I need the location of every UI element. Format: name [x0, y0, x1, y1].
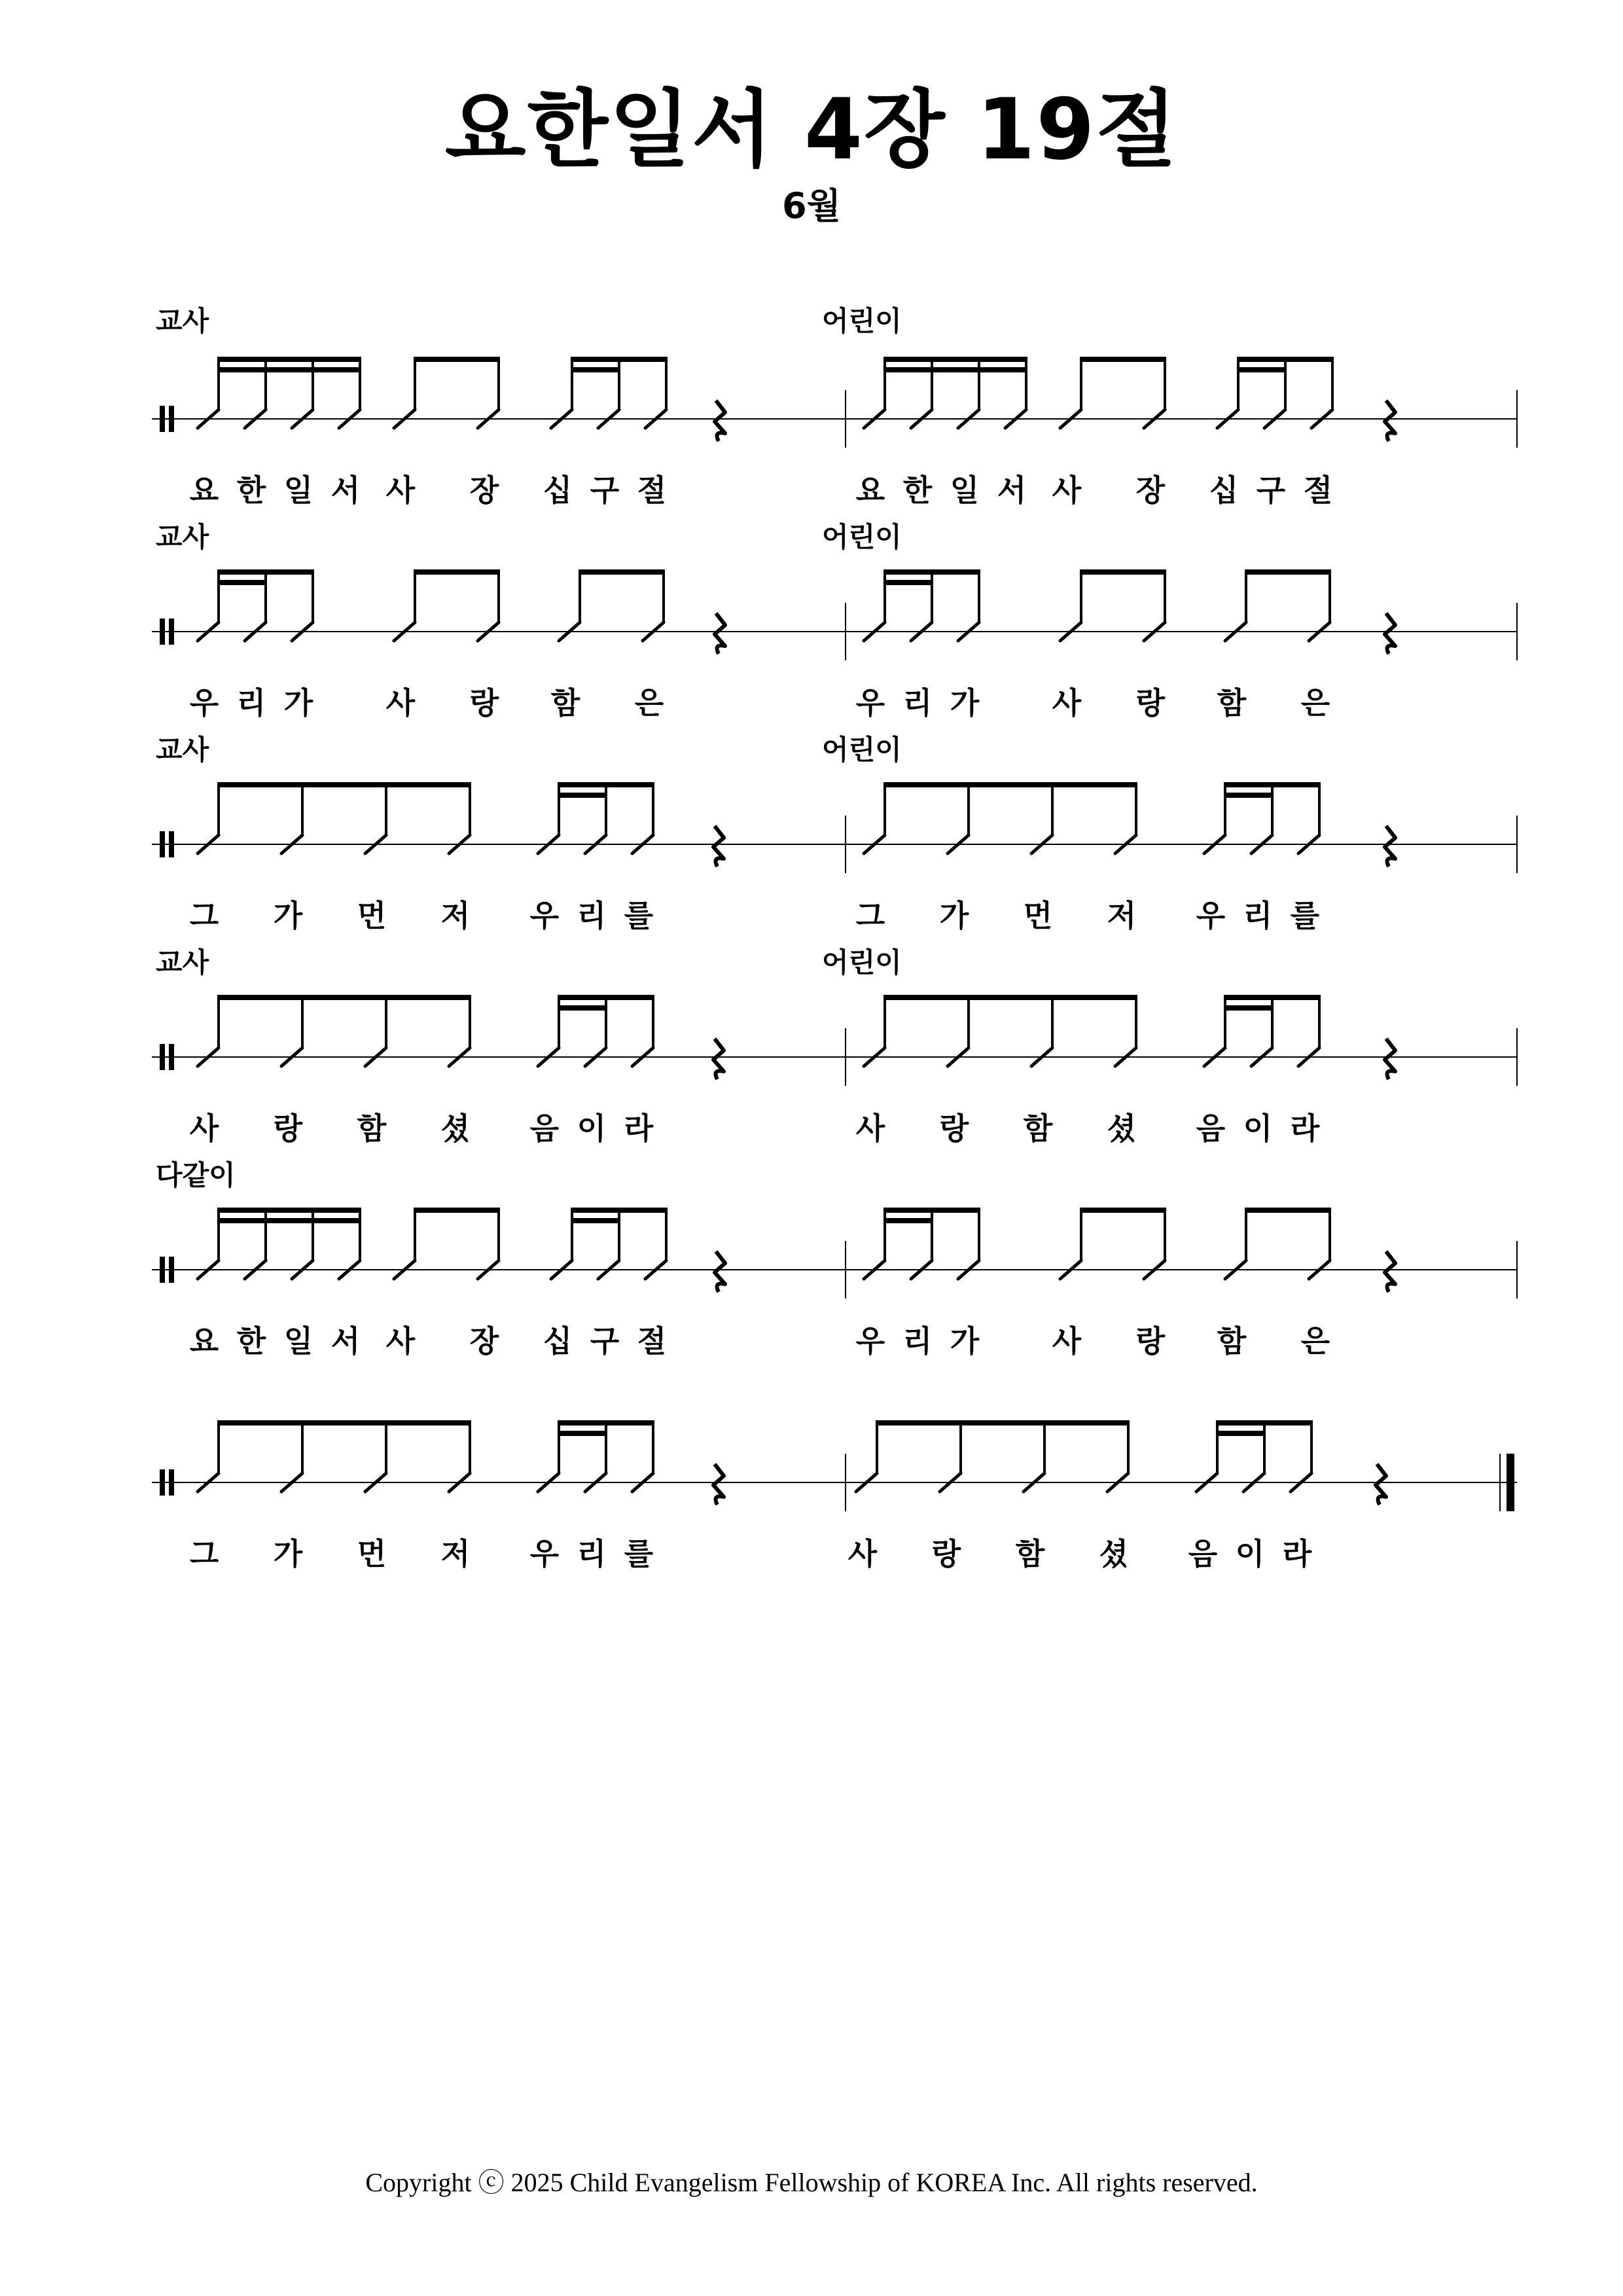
lyric-syllable: 랑: [1135, 685, 1166, 721]
measure-left-1: [156, 521, 725, 721]
lyric-syllable: 장: [469, 1323, 499, 1359]
quarter-rest: [1385, 826, 1395, 867]
quarter-rest: [715, 1251, 725, 1292]
lyric-syllable: 가: [283, 685, 313, 721]
lyric-syllable: 를: [624, 898, 654, 933]
part-label: 교사: [156, 946, 209, 978]
beam-secondary: [558, 1431, 607, 1436]
percussion-clef-bar: [169, 831, 174, 857]
lyric-syllable: 구: [590, 1323, 620, 1359]
beam-secondary: [558, 1005, 607, 1011]
beam-secondary: [1224, 1005, 1274, 1011]
measure-right-0: [822, 305, 1395, 508]
lyric-syllable: 리: [1243, 898, 1273, 933]
lyric-syllable: 함: [550, 685, 580, 721]
lyric-syllable: 함: [1023, 1111, 1053, 1146]
lyric-syllable: 랑: [273, 1111, 303, 1146]
lyric-syllable: 함: [1217, 1323, 1247, 1359]
lyric-syllable: 랑: [931, 1536, 961, 1571]
measure-right-4: [856, 1208, 1395, 1359]
lyric-syllable: 사: [1052, 473, 1082, 508]
part-label: 어린이: [822, 946, 902, 978]
lyric-syllable: 랑: [469, 685, 499, 721]
lyric-syllable: 은: [1300, 685, 1330, 721]
percussion-clef-bar: [160, 1257, 165, 1283]
part-label: 어린이: [822, 734, 902, 766]
quarter-rest: [713, 1464, 724, 1505]
measure-right-3: [822, 946, 1395, 1146]
beam-primary: [414, 1208, 500, 1213]
lyric-syllable: 절: [637, 473, 667, 508]
beam-primary: [571, 1208, 668, 1213]
beam-primary: [217, 569, 314, 575]
quarter-rest: [1385, 401, 1395, 441]
lyric-syllable: 리: [902, 1323, 933, 1359]
lyric-syllable: 라: [624, 1111, 654, 1146]
lyric-syllable: 음: [1196, 1111, 1226, 1146]
page-title: 요한일서 4장 19절: [444, 81, 1179, 179]
lyric-syllable: 십: [543, 473, 573, 508]
lyric-syllable: 를: [1290, 898, 1320, 933]
lyric-syllable: 사: [189, 1111, 219, 1146]
quarter-rest: [1385, 1039, 1395, 1079]
beam-primary: [571, 357, 668, 362]
lyric-syllable: 라: [1290, 1111, 1320, 1146]
measure-right-2: [822, 734, 1395, 933]
lyric-syllable: 가: [950, 685, 980, 721]
beam-primary: [1216, 1420, 1313, 1426]
lyric-syllable: 일: [283, 1323, 313, 1359]
lyric-syllable: 절: [1303, 473, 1333, 508]
lyric-syllable: 저: [1107, 898, 1137, 933]
lyric-syllable: 한: [236, 1323, 266, 1359]
beam-secondary: [217, 1218, 361, 1223]
final-barline-thick: [1507, 1454, 1514, 1511]
beam-secondary: [883, 1218, 933, 1223]
lyric-syllable: 우: [189, 685, 219, 721]
lyric-syllable: 먼: [357, 898, 387, 933]
measure-right-1: [822, 521, 1395, 721]
percussion-clef-bar: [160, 619, 165, 645]
beam-primary: [217, 1420, 471, 1426]
beam-primary: [883, 569, 980, 575]
lyric-syllable: 십: [1209, 473, 1239, 508]
measure-right-5: [848, 1420, 1386, 1571]
percussion-clef-bar: [160, 1469, 165, 1496]
beam-primary: [883, 782, 1137, 787]
lyric-syllable: 일: [283, 473, 313, 508]
lyric-syllable: 함: [1015, 1536, 1045, 1571]
beam-primary: [1237, 357, 1334, 362]
measure-left-5: [190, 1420, 724, 1571]
lyric-syllable: 일: [950, 473, 980, 508]
lyric-syllable: 먼: [1023, 898, 1053, 933]
lyric-syllable: 음: [529, 1111, 560, 1146]
lyric-syllable: 랑: [1135, 1323, 1166, 1359]
lyric-syllable: 사: [385, 1323, 416, 1359]
lyric-syllable: 를: [624, 1536, 654, 1571]
measure-left-3: [156, 946, 724, 1146]
beam-secondary: [1237, 367, 1287, 372]
beam-primary: [579, 569, 665, 575]
lyric-syllable: 이: [577, 1111, 607, 1146]
lyric-syllable: 절: [637, 1323, 667, 1359]
percussion-clef-bar: [169, 1044, 174, 1070]
quarter-rest: [1385, 1251, 1395, 1292]
beam-secondary: [883, 367, 1027, 372]
lyric-syllable: 서: [997, 473, 1027, 508]
lyric-syllable: 랑: [939, 1111, 969, 1146]
beam-primary: [1224, 995, 1321, 1000]
lyric-syllable: 먼: [357, 1536, 387, 1571]
beam-primary: [876, 1420, 1130, 1426]
part-label: 어린이: [822, 305, 902, 337]
percussion-clef-bar: [160, 831, 165, 857]
quarter-rest: [1376, 1464, 1386, 1505]
lyric-syllable: 가: [939, 898, 969, 933]
part-label: 다같이: [156, 1159, 236, 1191]
lyric-syllable: 리: [577, 1536, 607, 1571]
beam-primary: [217, 357, 361, 362]
lyric-syllable: 함: [1217, 685, 1247, 721]
lyric-syllable: 은: [634, 685, 664, 721]
lyric-syllable: 리: [902, 685, 933, 721]
beam-secondary: [217, 580, 267, 585]
lyric-syllable: 서: [330, 1323, 361, 1359]
beam-primary: [1245, 569, 1331, 575]
beam-secondary: [1216, 1431, 1266, 1436]
part-label: 교사: [156, 305, 209, 337]
copyright-footer: Copyright ⓒ 2025 Child Evangelism Fellowship of KOREA Inc. All rights reserved.: [365, 2168, 1258, 2197]
lyric-syllable: 요: [855, 473, 885, 508]
beam-primary: [558, 782, 654, 787]
lyric-syllable: 한: [236, 473, 266, 508]
beam-primary: [1245, 1208, 1331, 1213]
lyric-syllable: 요: [189, 1323, 219, 1359]
lyric-syllable: 십: [543, 1323, 573, 1359]
beam-secondary: [217, 367, 361, 372]
lyric-syllable: 우: [855, 685, 885, 721]
lyric-syllable: 셨: [440, 1111, 471, 1146]
lyric-syllable: 음: [1188, 1536, 1218, 1571]
beam-primary: [883, 1208, 980, 1213]
beam-primary: [558, 1420, 654, 1426]
measure-left-2: [156, 734, 724, 933]
lyric-syllable: 장: [469, 473, 499, 508]
lyric-syllable: 한: [902, 473, 933, 508]
beam-primary: [558, 995, 654, 1000]
lyric-syllable: 셨: [1099, 1536, 1129, 1571]
beam-primary: [1224, 782, 1321, 787]
beam-primary: [1080, 1208, 1166, 1213]
lyric-syllable: 우: [855, 1323, 885, 1359]
lyric-syllable: 그: [855, 898, 885, 933]
lyric-syllable: 그: [189, 898, 219, 933]
beam-secondary: [571, 1218, 620, 1223]
beam-primary: [1080, 357, 1166, 362]
lyric-syllable: 라: [1282, 1536, 1312, 1571]
lyric-syllable: 우: [529, 1536, 560, 1571]
quarter-rest: [715, 613, 725, 654]
percussion-clef-bar: [169, 1469, 174, 1496]
lyric-syllable: 요: [189, 473, 219, 508]
lyric-syllable: 은: [1300, 1323, 1330, 1359]
lyric-syllable: 리: [577, 898, 607, 933]
lyric-syllable: 가: [273, 898, 303, 933]
beam-secondary: [1224, 793, 1274, 798]
beam-primary: [414, 357, 500, 362]
percussion-clef-bar: [169, 619, 174, 645]
lyric-syllable: 사: [385, 685, 416, 721]
percussion-clef-bar: [169, 406, 174, 432]
lyric-syllable: 사: [1052, 685, 1082, 721]
part-label: 어린이: [822, 521, 902, 553]
lyric-syllable: 구: [1256, 473, 1286, 508]
lyric-syllable: 가: [273, 1536, 303, 1571]
beam-secondary: [558, 793, 607, 798]
lyric-syllable: 사: [855, 1111, 885, 1146]
measure-left-0: [156, 305, 725, 508]
beam-secondary: [883, 580, 933, 585]
percussion-clef-bar: [160, 406, 165, 432]
lyric-syllable: 가: [950, 1323, 980, 1359]
lyric-syllable: 함: [357, 1111, 387, 1146]
percussion-clef-bar: [169, 1257, 174, 1283]
measure-left-4: [156, 1159, 725, 1359]
lyric-syllable: 셨: [1107, 1111, 1137, 1146]
beam-primary: [217, 1208, 361, 1213]
lyric-syllable: 구: [590, 473, 620, 508]
quarter-rest: [713, 1039, 724, 1079]
quarter-rest: [715, 401, 725, 441]
quarter-rest: [713, 826, 724, 867]
beam-primary: [217, 782, 471, 787]
part-label: 교사: [156, 734, 209, 766]
beam-primary: [1080, 569, 1166, 575]
part-label: 교사: [156, 521, 209, 553]
beam-primary: [883, 995, 1137, 1000]
lyric-syllable: 저: [440, 898, 471, 933]
beam-primary: [217, 995, 471, 1000]
beam-secondary: [571, 367, 620, 372]
beam-primary: [414, 569, 500, 575]
lyric-syllable: 이: [1235, 1536, 1265, 1571]
lyric-syllable: 우: [529, 898, 560, 933]
lyric-syllable: 저: [440, 1536, 471, 1571]
lyric-syllable: 우: [1196, 898, 1226, 933]
lyric-syllable: 사: [385, 473, 416, 508]
lyric-syllable: 사: [1052, 1323, 1082, 1359]
lyric-syllable: 사: [847, 1536, 878, 1571]
percussion-clef-bar: [160, 1044, 165, 1070]
lyric-syllable: 그: [189, 1536, 219, 1571]
lyric-syllable: 장: [1135, 473, 1166, 508]
lyric-syllable: 이: [1243, 1111, 1273, 1146]
page-subtitle: 6월: [782, 185, 841, 226]
beam-primary: [883, 357, 1027, 362]
lyric-syllable: 리: [236, 685, 266, 721]
lyric-syllable: 서: [330, 473, 361, 508]
quarter-rest: [1385, 613, 1395, 654]
